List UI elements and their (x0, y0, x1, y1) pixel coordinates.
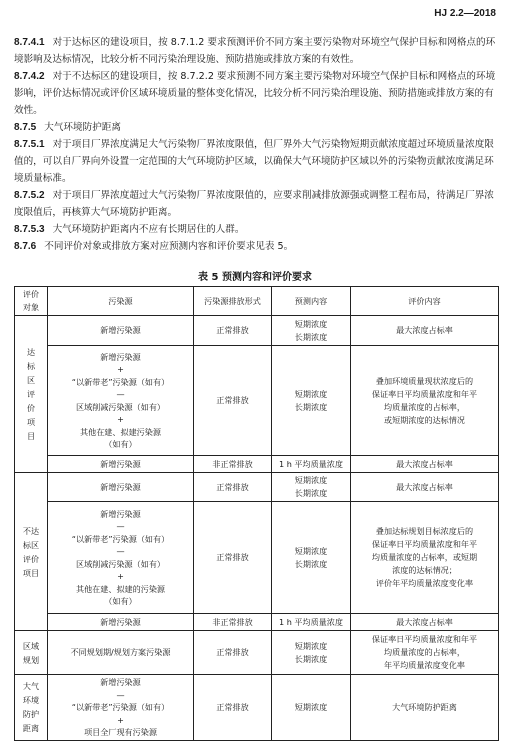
table-row (15, 316, 499, 346)
cell-source: 不同规划期/规划方案污染源 (48, 631, 194, 675)
cell-evaluation: 最大浓度占标率 (351, 456, 499, 473)
cell-source: 新增污染源 (48, 316, 194, 346)
clause-text: 对于项目厂界浓度超过大气污染物厂界浓度限值的，应要求削减排放源强或调整工程布局，待满足厂界浓度限值后，再核算大气环境防护距离。 (14, 190, 494, 218)
clause-text: 对于达标区的建设项目，按 8.7.1.2 要求预测评价不同方案主要污染物对环境空气保护目标和网格点的环境影响及达标情况，比较分析不同污染治理设施、预防措施或排放方案的有效性。 (14, 37, 496, 65)
cell-prediction: 短期浓度 长期浓度 (272, 346, 351, 456)
cell-prediction: 1 h 平均质量浓度 (272, 614, 351, 631)
cell-source: 新增污染源 — “以新带老”污染源（如有） + 项目全厂现有污染源 (48, 675, 194, 741)
clause-text: 对于项目厂界浓度满足大气污染物厂界浓度限值，但厂界外大气污染物短期贡献浓度超过环境质量浓度限值的，可以自厂界向外设置一定范围的大气环境防护区域，以确保大气环境防护区域以外的污染物贡献浓度满足环境质量标准。 (14, 139, 494, 184)
cell-source: 新增污染源 (48, 614, 194, 631)
table-row (15, 502, 499, 614)
table-header-row (15, 287, 499, 316)
header-source: 污染源 (48, 287, 194, 316)
clause (14, 187, 498, 221)
standard-code: HJ 2.2—2018 (434, 8, 496, 19)
table-row (15, 473, 499, 502)
table-row (15, 456, 499, 473)
table-row (15, 346, 499, 456)
clause (14, 119, 498, 136)
cell-prediction: 短期浓度 长期浓度 (272, 316, 351, 346)
cell-form: 正常排放 (194, 346, 272, 456)
clause (14, 34, 498, 68)
cell-evaluation: 保证率日平均质量浓度和年平 均质量浓度的占标率， 年平均质量浓度变化率 (351, 631, 499, 675)
cell-form: 正常排放 (194, 316, 272, 346)
category-buffer-distance: 大气 环境 防护 距离 (15, 675, 48, 741)
cell-form: 正常排放 (194, 631, 272, 675)
clause-number: 8.7.6 (14, 241, 37, 252)
prediction-evaluation-table (14, 286, 499, 741)
cell-source: 新增污染源 + “以新带老”污染源（如有） — 区域削减污染源（如有） + 其他在建、拟建污染源 （如有） (48, 346, 194, 456)
header-form: 污染源排放形式 (194, 287, 272, 316)
cell-form: 正常排放 (194, 675, 272, 741)
clause-text: 对于不达标区的建设项目，按 8.7.2.2 要求预测不同方案主要污染物对环境空气保护目标和网格点的环境影响，评价达标情况或评价区域环境质量的整体变化情况，比较分析不同污染治理设施、预防措施或排放方案的有效性。 (14, 71, 496, 116)
clause-number: 8.7.5 (14, 122, 37, 133)
cell-evaluation: 最大浓度占标率 (351, 316, 499, 346)
cell-prediction: 短期浓度 长期浓度 (272, 473, 351, 502)
cell-form: 非正常排放 (194, 614, 272, 631)
cell-evaluation: 最大浓度占标率 (351, 473, 499, 502)
cell-source: 新增污染源 (48, 456, 194, 473)
cell-evaluation: 叠加达标规划目标浓度后的 保证率日平均质量浓度和年平 均质量浓度的占标率，或短期 浓度的达标情况； 评价年平均质量浓度变化率 (351, 502, 499, 614)
clause (14, 221, 498, 238)
table-row (15, 631, 499, 675)
table-row (15, 614, 499, 631)
cell-prediction: 短期浓度 长期浓度 (272, 631, 351, 675)
category-non-attainment: 不达 标区 评价 项目 (15, 473, 48, 631)
cell-source: 新增污染源 — “以新带老”污染源（如有） — 区域削减污染源（如有） + 其他在建、拟建的污染源 （如有） (48, 502, 194, 614)
table-row (15, 675, 499, 741)
category-attainment: 达 标 区 评 价 项 目 (15, 316, 48, 473)
cell-prediction: 短期浓度 长期浓度 (272, 502, 351, 614)
cell-source: 新增污染源 (48, 473, 194, 502)
cell-evaluation: 大气环境防护距离 (351, 675, 499, 741)
cell-form: 正常排放 (194, 502, 272, 614)
cell-prediction: 短期浓度 (272, 675, 351, 741)
clause-number: 8.7.5.2 (14, 190, 45, 201)
cell-prediction: 1 h 平均质量浓度 (272, 456, 351, 473)
header-evaluation: 评价内容 (351, 287, 499, 316)
clause-text: 不同评价对象或排放方案对应预测内容和评价要求见表 5。 (44, 241, 294, 252)
clause-list (14, 34, 498, 255)
clause (14, 136, 498, 187)
cell-form: 非正常排放 (194, 456, 272, 473)
clause-number: 8.7.4.2 (14, 71, 45, 82)
cell-evaluation: 叠加环境质量现状浓度后的 保证率日平均质量浓度和年平 均质量浓度的占标率， 或短期浓度的达标情况 (351, 346, 499, 456)
clause-number: 8.7.5.3 (14, 224, 45, 235)
header-scope: 评价 对象 (15, 287, 48, 316)
clause-number: 8.7.5.1 (14, 139, 45, 150)
category-regional-planning: 区域 规划 (15, 631, 48, 675)
clause (14, 238, 498, 255)
header-prediction: 预测内容 (272, 287, 351, 316)
clause-text: 大气环境防护距离内不应有长期居住的人群。 (52, 224, 245, 235)
cell-form: 正常排放 (194, 473, 272, 502)
cell-evaluation: 最大浓度占标率 (351, 614, 499, 631)
clause-number: 8.7.4.1 (14, 37, 45, 48)
clause-text: 大气环境防护距离 (44, 122, 121, 133)
table-caption: 表 5 预测内容和评价要求 (198, 272, 312, 283)
clause (14, 68, 498, 119)
